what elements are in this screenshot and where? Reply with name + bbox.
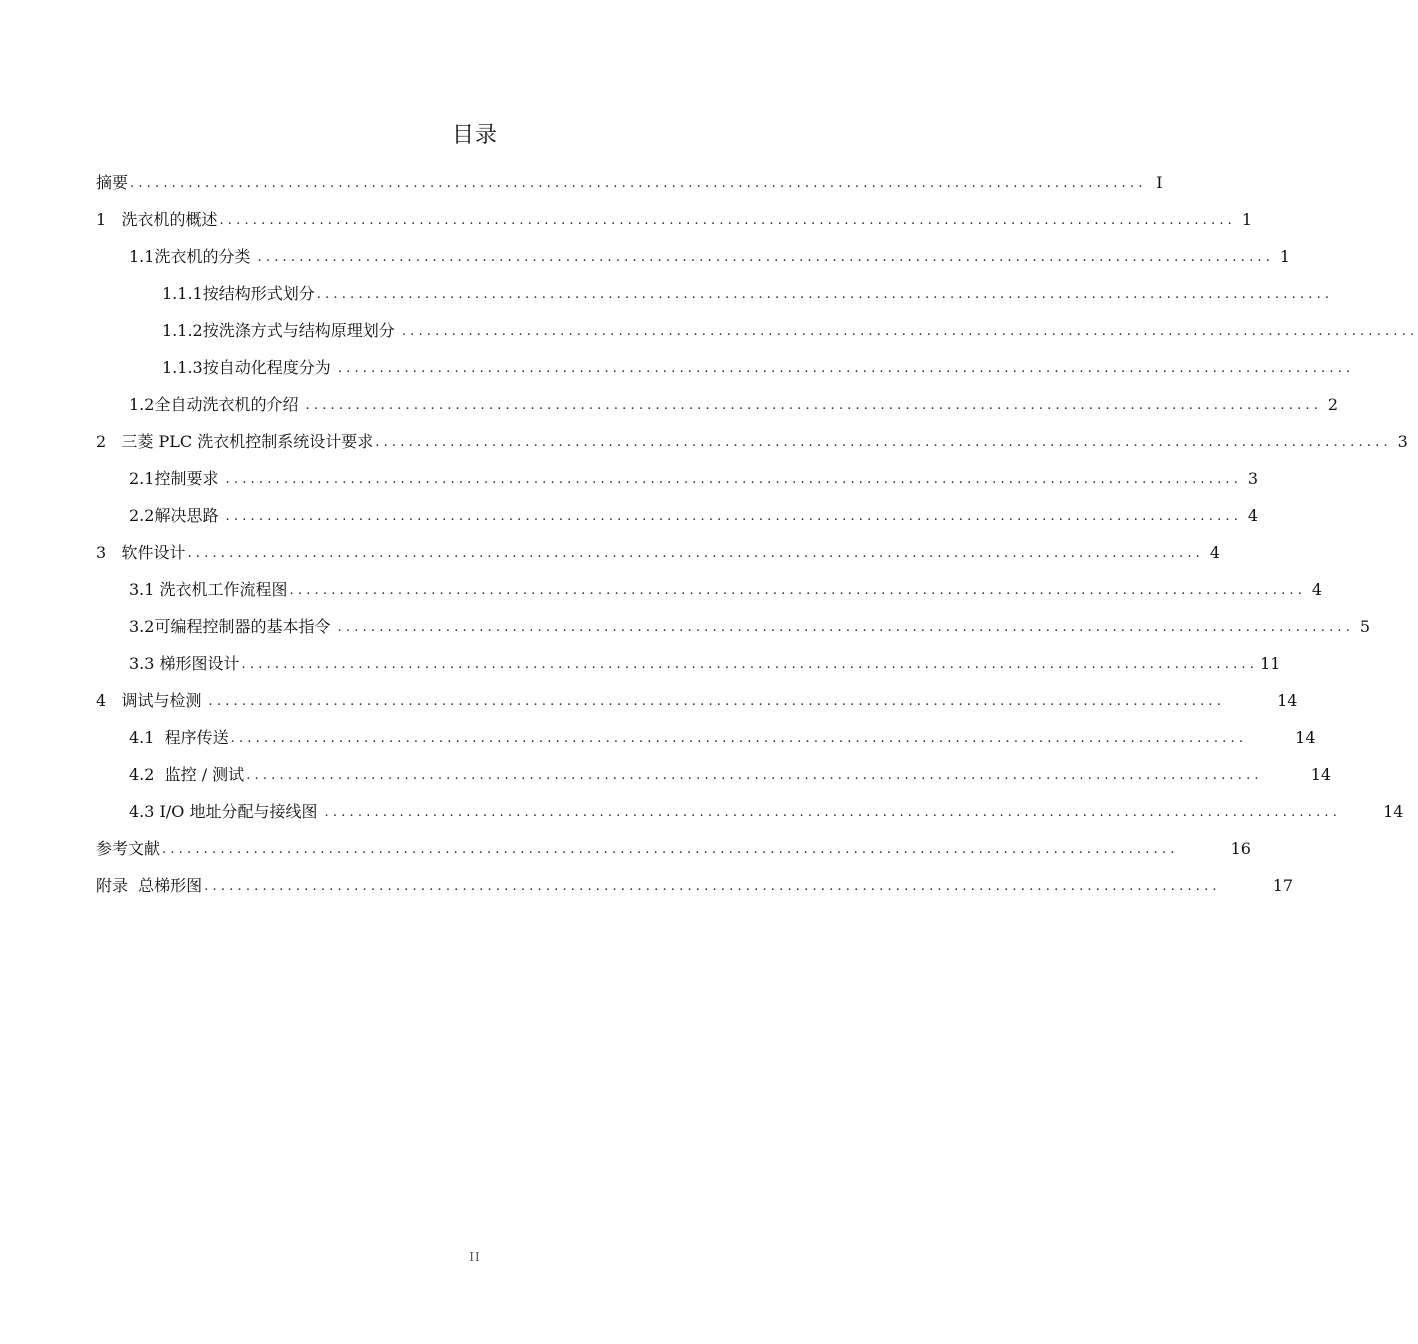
toc-entry[interactable] [96, 201, 1252, 238]
toc-entry-label: 3.3 梯形图设计 [129, 654, 240, 673]
toc-entry-label: 2 三菱 PLC 洗衣机控制系统设计要求 [96, 432, 374, 451]
toc-leader: .......................................................................................................................... [289, 583, 1307, 598]
toc-entry-label: 4.3 I/O 地址分配与接线图 [129, 802, 323, 821]
toc-leader: .......................................................................................................................... [337, 361, 1355, 376]
toc-entry-page: 4 [1209, 543, 1220, 562]
toc-entry[interactable] [96, 534, 1220, 571]
toc-leader: .......................................................................................................................... [257, 250, 1275, 265]
toc-entry-page: 1 [1241, 210, 1252, 229]
toc-entry-page: 14 [1383, 802, 1404, 821]
toc-entry-page: 5 [1359, 617, 1371, 636]
toc-entry[interactable] [129, 238, 1291, 275]
toc-entry[interactable] [96, 682, 1298, 719]
toc-entry-page: I [1156, 173, 1163, 192]
toc-entry[interactable] [129, 793, 1404, 830]
toc-entry-label: 4.2 监控 / 测试 [129, 765, 245, 784]
toc-leader: .......................................................................................................................... [246, 768, 1263, 783]
toc-title: 目录 [451, 123, 498, 148]
toc-entry-label: 4.1 程序传送 [129, 728, 229, 747]
toc-leader: .......................................................................................................................... [225, 472, 1243, 487]
toc-leader: .......................................................................................................................... [324, 805, 1342, 820]
toc-entry-page: 14 [1277, 691, 1298, 710]
toc-entry[interactable] [96, 830, 1251, 867]
toc-leader: .......................................................................................................................... [230, 731, 1248, 746]
toc-leader: .......................................................................................................................... [130, 176, 1147, 191]
toc-leader: .......................................................................................................................... [162, 842, 1179, 857]
toc-entry[interactable] [129, 756, 1332, 793]
footer-page-number: II [469, 1250, 481, 1264]
toc-entry-label: 附录 总梯形图 [96, 876, 203, 895]
toc-entry-label: 1.2全自动洗衣机的介绍 [129, 395, 304, 414]
toc-leader: .......................................................................................................................... [316, 287, 1334, 302]
toc-entry-label: 2.1控制要求 [129, 469, 224, 488]
toc-leader: .......................................................................................................................... [241, 657, 1259, 672]
toc-entry[interactable] [129, 571, 1323, 608]
toc-entry-page: 4 [1311, 580, 1323, 599]
toc-entry-label: 1.1.1按结构形式划分 [162, 284, 315, 303]
toc-entry-page: 2 [1327, 395, 1339, 414]
toc-entry[interactable] [162, 312, 1418, 349]
toc-entry-label: 1 洗衣机的概述 [96, 210, 218, 229]
toc-entry-label: 4 调试与检测 [96, 691, 207, 710]
toc-leader: .......................................................................................................................... [225, 509, 1243, 524]
toc-entry-label: 3 软件设计 [96, 543, 186, 562]
toc-entry[interactable] [162, 275, 1334, 312]
toc-entry-label: 1.1.2按洗涤方式与结构原理划分 [162, 321, 400, 340]
toc-entry[interactable] [129, 719, 1316, 756]
toc-entry-label: 3.1 洗衣机工作流程图 [129, 580, 288, 599]
toc-leader: .......................................................................................................................... [219, 213, 1236, 228]
toc-entry-page: 14 [1295, 728, 1316, 747]
toc-entry-label: 3.2可编程控制器的基本指令 [129, 617, 336, 636]
toc-entry-page: 14 [1310, 765, 1332, 784]
toc-leader: .......................................................................................................................... [401, 324, 1418, 339]
toc-entry[interactable] [129, 497, 1259, 534]
toc-entry-label: 参考文献 [96, 839, 161, 858]
toc-entry[interactable] [129, 386, 1339, 423]
toc-entry[interactable] [162, 349, 1355, 386]
toc-entry-page: 16 [1230, 839, 1251, 858]
toc-entry-page: 1 [1279, 247, 1291, 266]
toc-entry[interactable] [96, 423, 1408, 460]
toc-entry-page: 11 [1260, 654, 1281, 673]
toc-entry[interactable] [129, 608, 1371, 645]
toc-entry-label: 1.1.3按自动化程度分为 [162, 358, 336, 377]
toc-entry-label: 摘要 [96, 173, 129, 192]
toc-leader: .......................................................................................................................... [204, 879, 1221, 894]
toc-entry-page: 17 [1272, 876, 1294, 895]
toc-entry[interactable] [129, 645, 1281, 682]
toc-entry-page: 3 [1247, 469, 1259, 488]
toc-leader: .......................................................................................................................... [305, 398, 1323, 413]
toc-entry-page: 3 [1397, 432, 1408, 451]
toc-leader: .......................................................................................................................... [375, 435, 1392, 450]
toc-entry-page: 4 [1247, 506, 1259, 525]
toc-entry-label: 2.2解决思路 [129, 506, 224, 525]
toc-entry[interactable] [96, 164, 1163, 201]
toc-leader: .......................................................................................................................... [337, 620, 1355, 635]
toc-leader: .......................................................................................................................... [187, 546, 1204, 561]
toc-leader: .......................................................................................................................... [208, 694, 1226, 709]
toc-entry-label: 1.1洗衣机的分类 [129, 247, 256, 266]
toc-entry[interactable] [129, 460, 1259, 497]
toc-entry[interactable] [96, 867, 1294, 904]
